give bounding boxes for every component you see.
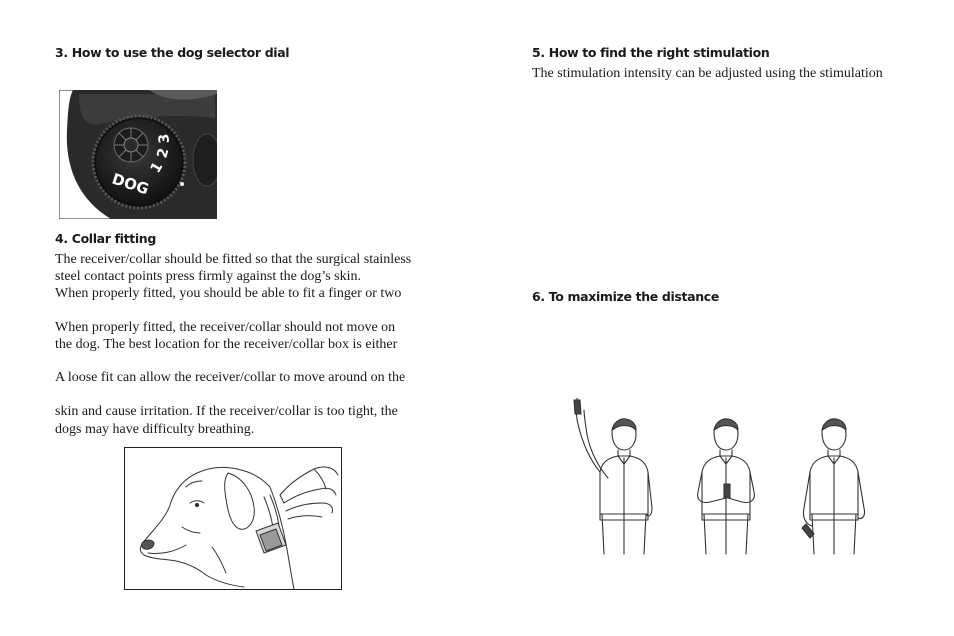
section-6-heading: 6. To maximize the distance [532, 289, 719, 304]
dial-illustration [59, 90, 217, 219]
collar-text-line: The receiver/collar should be fitted so that the surgical stainless [55, 252, 412, 267]
collar-text-line: A loose fit can allow the receiver/collar to move around on the [55, 370, 406, 385]
man-remote-chest-illustration [698, 419, 755, 554]
dial-label-dog: DOG [109, 169, 152, 199]
dog-collar-illustration [124, 447, 342, 590]
men-holding-remote-illustration [560, 398, 880, 558]
collar-text-line: dogs may have difficulty breathing. [55, 422, 255, 437]
collar-text-line: When properly fitted, you should be able to fit a finger or two [55, 286, 402, 301]
dial-label-1: 1 [147, 159, 167, 176]
collar-text-line: When properly fitted, the receiver/collar should not move on [55, 320, 396, 335]
stimulation-text-line: The stimulation intensity can be adjusted using the stimulation [532, 66, 883, 81]
remote-position-illustrations [560, 398, 880, 558]
man-remote-raised-illustration [574, 398, 652, 554]
man-remote-lowered-illustration [802, 419, 865, 554]
collar-text-line: the dog. The best location for the receiver/collar box is either [55, 337, 398, 352]
collar-text-line: steel contact points press firmly against the dog’s skin. [55, 269, 362, 284]
dog-collar-fitting-sketch [124, 447, 342, 590]
section-4-heading: 4. Collar fitting [55, 231, 156, 246]
dial-label-2: 2 [154, 146, 173, 161]
collar-text-line: skin and cause irritation. If the receiver/collar is too tight, the [55, 404, 398, 419]
dog-selector-dial-photo [59, 90, 217, 219]
section-5-heading: 5. How to find the right stimulation [532, 45, 770, 60]
section-3-heading: 3. How to use the dog selector dial [55, 45, 290, 60]
dial-label-3: 3 [156, 132, 173, 145]
